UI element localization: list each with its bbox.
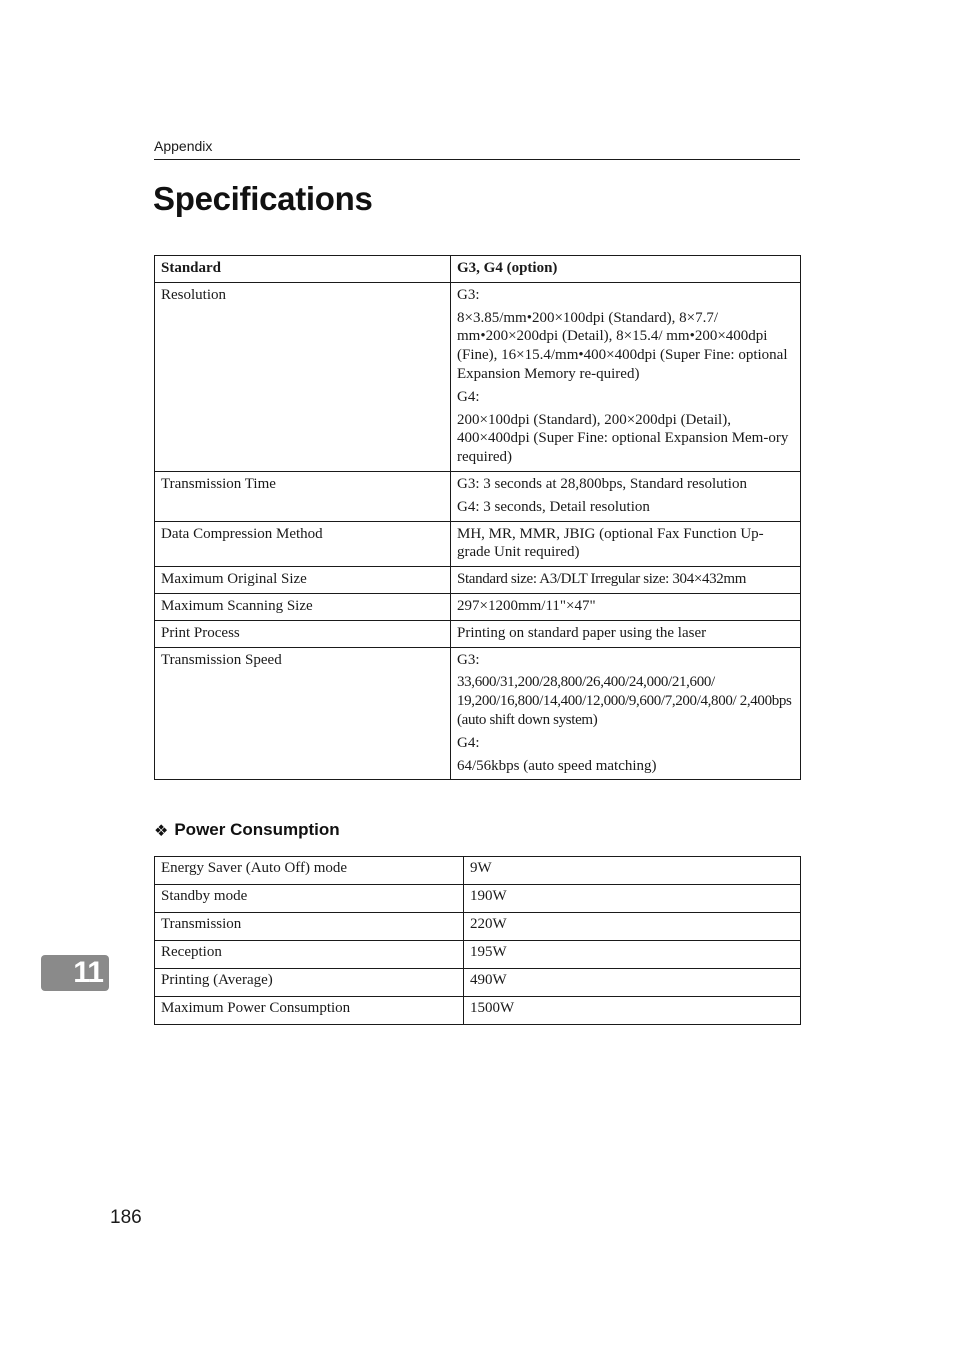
specifications-table [154, 255, 801, 780]
value-line: MH, MR, MMR, JBIG (optional Fax Function Up-grade Unit required) [457, 525, 764, 561]
power-consumption-heading [154, 820, 340, 840]
header-g3-g4: G3, G4 (option) [451, 256, 801, 283]
value-line: G3: [457, 651, 480, 668]
table-row [155, 647, 801, 780]
row-label: Data Compression Method [155, 521, 451, 567]
table-row [155, 521, 801, 567]
table-row [155, 969, 801, 997]
row-value: 195W [464, 941, 801, 969]
row-value [451, 647, 801, 780]
row-label: Standby mode [155, 885, 464, 913]
value-line: G4: [457, 734, 480, 751]
row-value [451, 471, 801, 521]
row-value [451, 282, 801, 471]
power-consumption-table [154, 856, 801, 1025]
row-label: Energy Saver (Auto Off) mode [155, 857, 464, 885]
table-row [155, 593, 801, 620]
value-line: 297×1200mm/11"×47" [457, 597, 596, 614]
table-row [155, 471, 801, 521]
row-label: Reception [155, 941, 464, 969]
row-value [451, 567, 801, 594]
row-value: 1500W [464, 997, 801, 1025]
row-value: 220W [464, 913, 801, 941]
value-line: Printing on standard paper using the laser [457, 624, 707, 641]
row-label: Print Process [155, 620, 451, 647]
table-header-row [155, 256, 801, 283]
row-value [451, 593, 801, 620]
row-value: 190W [464, 885, 801, 913]
table-row [155, 913, 801, 941]
table-row [155, 857, 801, 885]
value-line: 200×100dpi (Standard), 200×200dpi (Detail), 400×400dpi (Super Fine: optional Expansion Mem-ory required) [457, 411, 789, 466]
value-line: 64/56kbps (auto speed matching) [457, 757, 657, 774]
value-line: 33,600/31,200/28,800/26,400/24,000/21,600/ 19,200/16,800/14,400/12,000/9,600/7,200/4,800/ 2,400bps (auto shift down system) [457, 674, 792, 728]
row-label: Transmission Time [155, 471, 451, 521]
row-value: 490W [464, 969, 801, 997]
table-row [155, 567, 801, 594]
table-row [155, 620, 801, 647]
value-line: G4: [457, 388, 480, 405]
row-label: Printing (Average) [155, 969, 464, 997]
row-label: Maximum Power Consumption [155, 997, 464, 1025]
page-title: Specifications [153, 180, 373, 217]
value-line: G4: 3 seconds, Detail resolution [457, 498, 650, 515]
value-line: G3: [457, 286, 480, 303]
row-label: Maximum Original Size [155, 567, 451, 594]
row-label: Transmission [155, 913, 464, 941]
table-row [155, 885, 801, 913]
header-rule [154, 159, 800, 160]
row-label: Maximum Scanning Size [155, 593, 451, 620]
value-line: 8×3.85/mm•200×100dpi (Standard), 8×7.7/ mm•200×200dpi (Detail), 8×15.4/ mm•200×400dpi (Fine), 16×15.4/mm•400×400dpi (Super Fine: optional Expansion Memory re-quired) [457, 309, 788, 382]
chapter-tab: 11 [41, 955, 109, 991]
section-heading-label: Power Consumption [174, 820, 340, 839]
diamond-bullet-icon: ❖ [154, 820, 169, 840]
table-row [155, 997, 801, 1025]
row-value [451, 620, 801, 647]
table-row [155, 282, 801, 471]
row-label: Transmission Speed [155, 647, 451, 780]
row-value [451, 521, 801, 567]
row-value: 9W [464, 857, 801, 885]
header-standard: Standard [155, 256, 451, 283]
value-line: Standard size: A3/DLT Irregular size: 304×432mm [457, 571, 747, 588]
table-row [155, 941, 801, 969]
row-label: Resolution [155, 282, 451, 471]
page-number: 186 [110, 1207, 142, 1228]
running-header: Appendix [154, 138, 213, 154]
value-line: G3: 3 seconds at 28,800bps, Standard resolution [457, 475, 747, 492]
